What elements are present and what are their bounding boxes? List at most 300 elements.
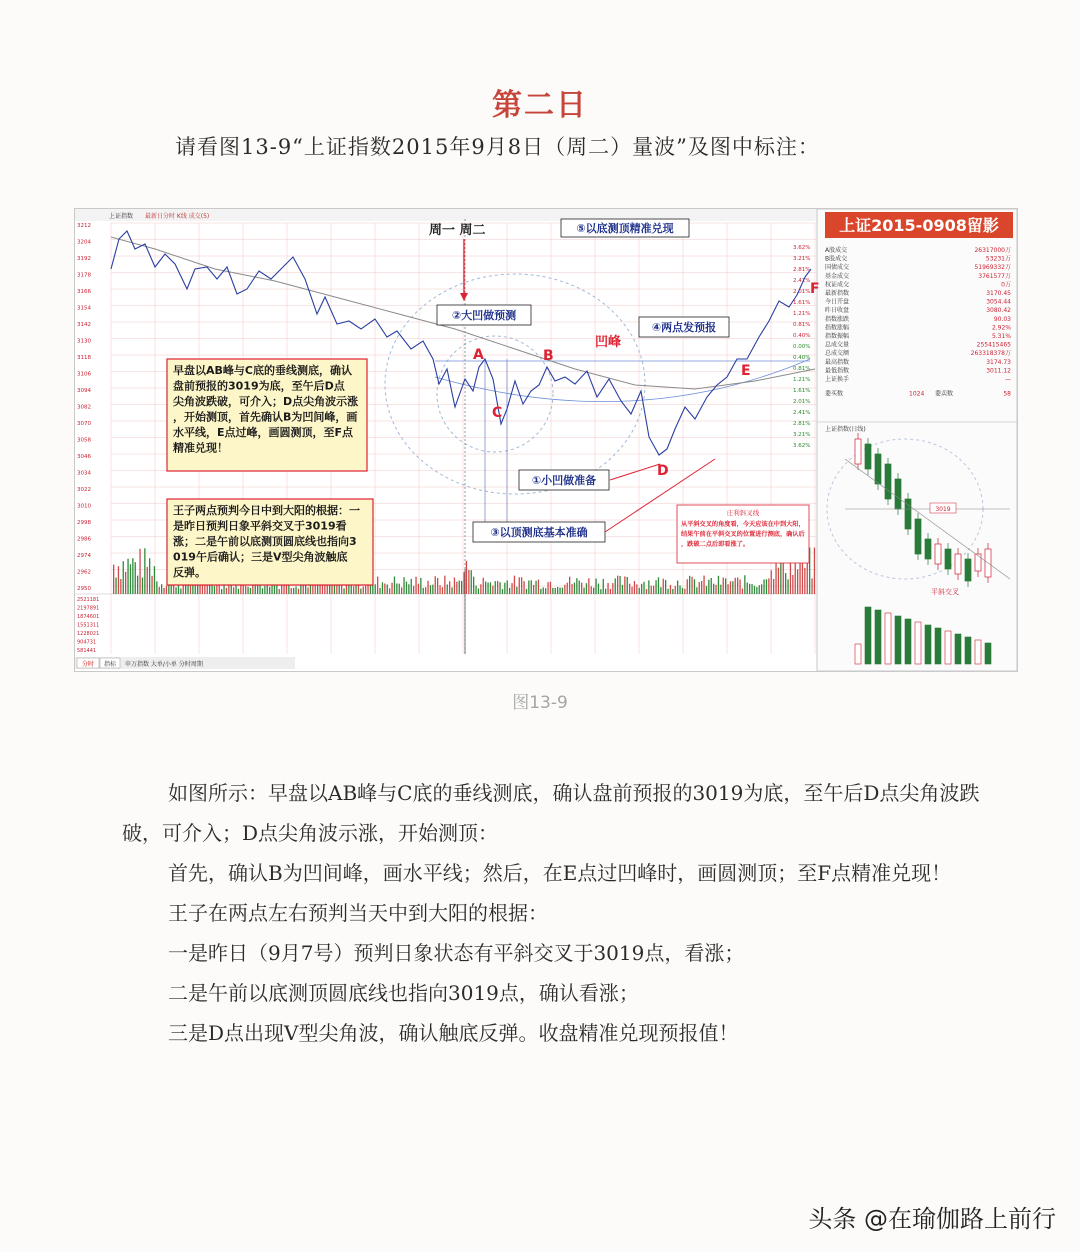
volume-bar [432,585,433,594]
volume-bar [490,582,491,594]
volume-bar [471,570,472,594]
volume-bar [555,588,556,594]
volume-bar [451,587,452,594]
annotation-3 [473,522,605,542]
left-axis-tick: 3106 [77,371,91,378]
page-title: 第二日 [492,88,588,123]
left-axis-tick: 3022 [77,487,91,493]
volume-bar [264,586,265,594]
volume-bar [137,576,138,594]
vol-axis-tick: 1551311 [77,622,100,629]
volume-bar [696,587,697,594]
volume-bar [655,580,656,594]
left-axis-tick: 3070 [77,421,91,427]
red-note-title: 庄利斜叉线 [726,509,760,517]
kline-vol-bar [885,613,891,664]
note-line: ，跌破二点后即看涨了。 [681,541,750,548]
point-A: A [473,347,484,363]
volume-bar [598,584,599,594]
quote-value: 0万 [1001,281,1011,289]
volume-bar [564,585,565,594]
volume-bar [387,584,388,594]
vol-axis-tick: 581441 [77,648,97,654]
volume-bar [130,564,131,594]
volume-bar [175,587,176,594]
kline-label: 平斜交叉 [931,588,959,596]
volume-bar [708,580,709,594]
volume-bar [725,578,726,594]
circle-bottom-test [437,336,553,452]
volume-bar [634,581,635,594]
volume-bar [591,586,592,594]
volume-bar [418,584,419,594]
volume-bar [562,588,563,594]
volume-bar [435,576,436,594]
annotation-2 [437,305,531,325]
annotation-5-text: ⑤以底测顶精准兑现 [576,222,674,235]
kline-marker-text: 3019 [935,506,951,513]
note-line: 019午后确认；三是V型尖角波触底 [173,550,348,564]
volume-bar [279,589,280,594]
kline-vol-bar [935,628,941,664]
left-axis-tick: 3212 [77,223,91,229]
quote-label: 上证换手 [825,376,850,383]
volume-bar [689,576,690,594]
volume-bar [670,585,671,594]
volume-bar [799,562,800,594]
pct-tick: 2.41% [793,278,811,284]
quote-value: 3054.44 [986,298,1011,306]
volume-bar [699,582,700,594]
kline-vol-bar [925,625,931,664]
volume-bar [437,578,438,594]
ann1-leader [610,464,660,480]
quote-label: 今日开盘 [825,298,850,306]
volume-bar [343,588,344,594]
pct-tick: 1.61% [793,388,811,394]
volume-bar [118,566,119,594]
volume-bar [307,587,308,594]
quote-value: 3011.12 [986,367,1011,375]
pct-tick: 2.41% [793,410,811,416]
volume-bar [569,577,570,594]
quote-label: 指数振幅 [825,333,850,340]
vol-axis-tick: 2521181 [77,597,100,603]
pct-tick: 2.01% [793,399,811,405]
annotation-3-text: ③以顶测底基本准确 [490,526,588,539]
kline-vol-bar [905,619,911,664]
kline-body [965,559,971,581]
week-arrowhead [460,293,468,301]
point-B: B [543,348,554,364]
quote-label: 最低指数 [825,367,850,375]
volume-bar [607,583,608,594]
annotation-5 [561,219,689,237]
volume-bar [411,579,412,594]
volume-bar [154,566,155,594]
volume-bar [744,575,745,594]
volume-bar [502,589,503,594]
left-axis-tick: 3142 [77,322,91,328]
volume-bar [211,585,212,594]
volume-bar [756,587,757,594]
volume-bar [792,575,793,594]
volume-bar [797,569,798,594]
volume-bar [485,582,486,594]
volume-bar [499,582,500,594]
volume-bar [751,584,752,594]
quote-value: 3080.42 [986,307,1011,315]
volume-bar [617,576,618,594]
volume-bar [514,576,515,594]
quote-value: 255415465 [976,341,1011,349]
volume-bar [123,561,124,594]
kline-caption: 上证指数(日线) [825,426,866,433]
kline-vol-bar [855,644,861,664]
volume-bar [396,583,397,594]
volume-bar [687,579,688,594]
vol-axis-tick: 2197891 [77,605,100,612]
volume-bar [643,582,644,594]
volume-bar [439,585,440,594]
left-axis-tick: 3034 [77,470,91,477]
volume-bar [166,586,167,594]
volume-bar [449,581,450,594]
volume-bar [442,587,443,594]
paragraph-6: 三是D点出现V型尖角波，确认触底反弹。收盘精准兑现预报值！ [168,1021,739,1045]
volume-bar [420,578,421,594]
volume-bar [288,585,289,594]
pct-tick: 1.21% [793,311,811,317]
pct-tick: 2.81% [793,421,811,427]
note-line: 结果午前在平斜交叉的位置进行测底，确认后 [681,531,805,538]
quote-label: 最新指数 [825,290,850,297]
pct-tick: 1.21% [793,377,811,383]
volume-bar [588,578,589,594]
volume-bar [682,588,683,594]
volume-bar [641,584,642,594]
note-line: 盘前预报的3019为底，至午后D点 [173,379,345,393]
volume-bar [199,585,200,594]
volume-bar [144,548,145,594]
volume-bar [675,586,676,594]
volume-bar [504,583,505,594]
volume-bar [811,578,812,594]
kline-vol-bar [955,634,961,664]
note-line: 王子两点预判今日中到大阳的根据：一 [173,504,360,517]
volume-bar [672,589,673,594]
volume-bar [723,577,724,594]
quote-label: 国债成交 [825,264,850,272]
volume-bar [516,587,517,594]
volume-bar [468,570,469,594]
paragraph-4: 一是昨日（9月7号）预判日象状态有平斜交叉于3019点，看涨； [168,941,745,965]
volume-bar [161,584,162,594]
volume-bar [543,587,544,594]
kline-body [875,454,881,484]
volume-bar [115,578,116,594]
volume-bar [233,587,234,594]
volume-bar [399,584,400,594]
quote-value: 263318378万 [970,350,1011,358]
volume-bar [447,584,448,594]
volume-bar [377,577,378,594]
annotation-1-text: ①小凹做准备 [531,474,597,487]
volume-bar [691,577,692,594]
volume-bar [365,586,366,594]
volume-bar [547,582,548,594]
volume-bar [605,589,606,594]
volume-bar [151,576,152,594]
volume-bar [423,588,424,594]
volume-bar [139,549,140,594]
left-axis-tick: 3082 [77,404,91,411]
volume-bar [677,581,678,594]
volume-bar [658,577,659,594]
volume-bar [694,579,695,594]
volume-bar [571,584,572,594]
note-line: 是昨日预判日象平斜交叉于3019看 [173,519,347,533]
quote-label: B股成交 [825,255,848,263]
volume-bar [403,577,404,594]
volume-bar [737,577,738,594]
quote-label: 总成交额 [825,350,850,358]
kline-vol-bar [915,622,921,664]
volume-bar [528,580,529,594]
volume-bar [665,580,666,594]
kline-vol-bar [985,643,991,664]
volume-bar [298,589,299,594]
volume-bar [754,586,755,594]
left-axis-tick: 3058 [77,437,91,444]
point-E: E [741,363,751,379]
volume-bar [593,588,594,594]
figure-caption: 图13-9 [512,693,568,713]
volume-bar [147,567,148,594]
volume-bar [730,581,731,594]
volume-bar [394,576,395,594]
quote-footer-label: 委卖数 [935,390,954,398]
volume-bar [461,581,462,594]
volume-bar [247,587,248,594]
volume-bar [430,585,431,594]
volume-bar [238,589,239,594]
volume-bar [221,589,222,594]
note-line: 精准兑现！ [173,441,228,455]
volume-bar [663,579,664,594]
pct-tick: 2.01% [793,289,811,295]
annotation-1 [519,470,609,490]
volume-bar [406,582,407,594]
kline-body [945,549,951,569]
volume-bar [473,577,474,594]
volume-bar [660,587,661,594]
volume-bar [538,580,539,594]
volume-axis [77,597,99,654]
volume-bar [579,580,580,594]
volume-bar [787,579,788,594]
pct-tick: 3.62% [793,443,811,449]
volume-bar [127,559,128,594]
left-axis-tick: 2962 [77,569,91,576]
volume-bar [353,586,354,594]
volume-bar [771,570,772,594]
paragraph-5: 二是午前以底测顶圆底线也指向3019点，确认看涨； [168,981,639,1005]
volume-bar [226,588,227,594]
quote-label: 指数涨跌 [825,315,850,323]
volume-bar [595,579,596,594]
volume-bar [531,580,532,594]
volume-bar [427,581,428,594]
volume-bar [720,585,721,594]
pct-tick: 3.62% [793,245,811,251]
volume-bar [581,583,582,594]
volume-bar [492,586,493,594]
figure-chart-screenshot [74,208,1018,672]
volume-bar [219,585,220,594]
volume-bar [648,580,649,594]
kline-body [975,554,981,571]
pct-tick: 0.40% [793,333,811,339]
volume-bar [135,562,136,594]
paragraph-1: 如图所示：早盘以AB峰与C底的垂线测底，确认盘前预报的3019为底，至午后D点尖角波跌破，可介入；D点尖角波示涨，开始测顶： [122,781,980,845]
volume-bar [389,588,390,594]
tab-fenshi-label: 分时 [81,661,95,668]
volume-bar [766,579,767,594]
volume-bar [667,589,668,594]
annotation-4 [639,317,729,337]
volume-bar [627,577,628,594]
volume-bar [622,585,623,594]
left-axis-tick: 3178 [77,272,91,279]
quote-value: 5.31% [991,333,1011,340]
quote-value: 3174.73 [986,358,1011,366]
volume-bar [262,588,263,594]
volume-bar [631,587,632,594]
volume-bar [586,583,587,594]
volume-bar [291,588,292,594]
pct-tick: 0.40% [793,355,811,361]
kline-body [855,439,861,464]
volume-bar [250,588,251,594]
volume-bar [773,579,774,594]
volume-bar [600,589,601,594]
volume-bar [576,578,577,594]
kline-vol-bar [895,616,901,664]
annotation-4-text: ④两点发预报 [651,321,717,334]
intro-line: 请看图13-9“上证指数2015年9月8日（周二）量波”及图中标注： [175,135,820,159]
quote-value: 53231万 [985,255,1011,263]
volume-bar [454,578,455,594]
vol-axis-tick: 904731 [77,639,97,646]
volume-bar [718,576,719,594]
quote-value: 3761577万 [978,272,1011,280]
quote-value: 2.92% [991,324,1011,332]
note-line: 早盘以AB峰与C底的垂线测底，确认 [173,364,352,377]
note-line: 从平斜交叉的角度看，今天应该在中到大阳， [681,521,805,528]
volume-bar [483,578,484,594]
volume-bar [142,578,143,594]
volume-bar [113,565,114,594]
quote-footer-value: 58 [1003,390,1011,398]
kline-body [915,519,921,554]
left-axis-tick: 3118 [77,355,91,361]
volume-bar [732,581,733,594]
volume-bar [367,585,368,594]
volume-bar [761,584,762,594]
volume-bar [768,578,769,594]
volume-bar [711,578,712,594]
volume-bar [379,588,380,594]
left-axis-tick: 3154 [77,305,91,312]
kline-body [885,464,891,499]
left-axis-tick: 3166 [77,289,91,295]
volume-bar [763,579,764,594]
volume-bar [456,582,457,594]
volume-bar [463,572,464,594]
paragraph-3: 王子在两点左右预判当天中到大阳的根据： [168,901,548,925]
quote-footer-value: 1024 [909,390,925,398]
volume-bar [583,588,584,594]
volume-bar [713,584,714,594]
quote-value: 90.03 [993,315,1011,323]
pct-tick: 0.00% [793,344,811,350]
round-bottom-line [435,359,810,402]
volume-bar [487,583,488,594]
volume-bar [629,584,630,594]
tab-zhibiao-label: 指标 [103,661,117,668]
volume-bar [651,586,652,594]
quote-value: 3170.45 [986,290,1011,297]
label-aofeng: 凹峰 [595,335,622,350]
volume-bar [360,589,361,594]
volume-bar [639,588,640,594]
note-line: 水平线，E点过峰，画圆测顶，至F点 [173,426,354,439]
volume-bar [778,568,779,594]
volume-bar [180,588,181,594]
pct-tick: 1.61% [793,300,811,306]
volume-bar [545,588,546,594]
watermark: 头条 @在瑜伽路上前行 [808,1205,1056,1233]
pct-tick: 3.21% [793,256,811,262]
volume-bar [814,548,815,594]
volume-bar [646,589,647,594]
right-pct-axis [793,245,810,449]
volume-bar [391,583,392,594]
left-axis-tick: 3192 [77,256,91,262]
quote-value: 26317000万 [974,247,1011,254]
volume-bar [384,583,385,594]
kline-body [925,539,931,559]
volume-bar [739,579,740,594]
body-text [122,773,982,1053]
kline-body [955,554,961,574]
volume-bar [475,586,476,594]
note-line: 反弹。 [173,566,206,579]
tab-more-label: 申万指数 大单/小单 分时周期 [125,661,203,668]
volume-bar [636,584,637,594]
volume-bar [413,586,414,594]
volume-bar [295,586,296,594]
volume-bar [790,559,791,594]
volume-bar [526,589,527,594]
left-axis [77,223,91,592]
quote-label: 总成交量 [825,341,850,349]
left-axis-tick: 3094 [77,388,91,394]
note-line: ，开始测顶，首先确认B为凹间峰，画 [173,410,358,424]
quote-label: 指数涨幅 [825,324,850,332]
volume-bar [425,587,426,594]
